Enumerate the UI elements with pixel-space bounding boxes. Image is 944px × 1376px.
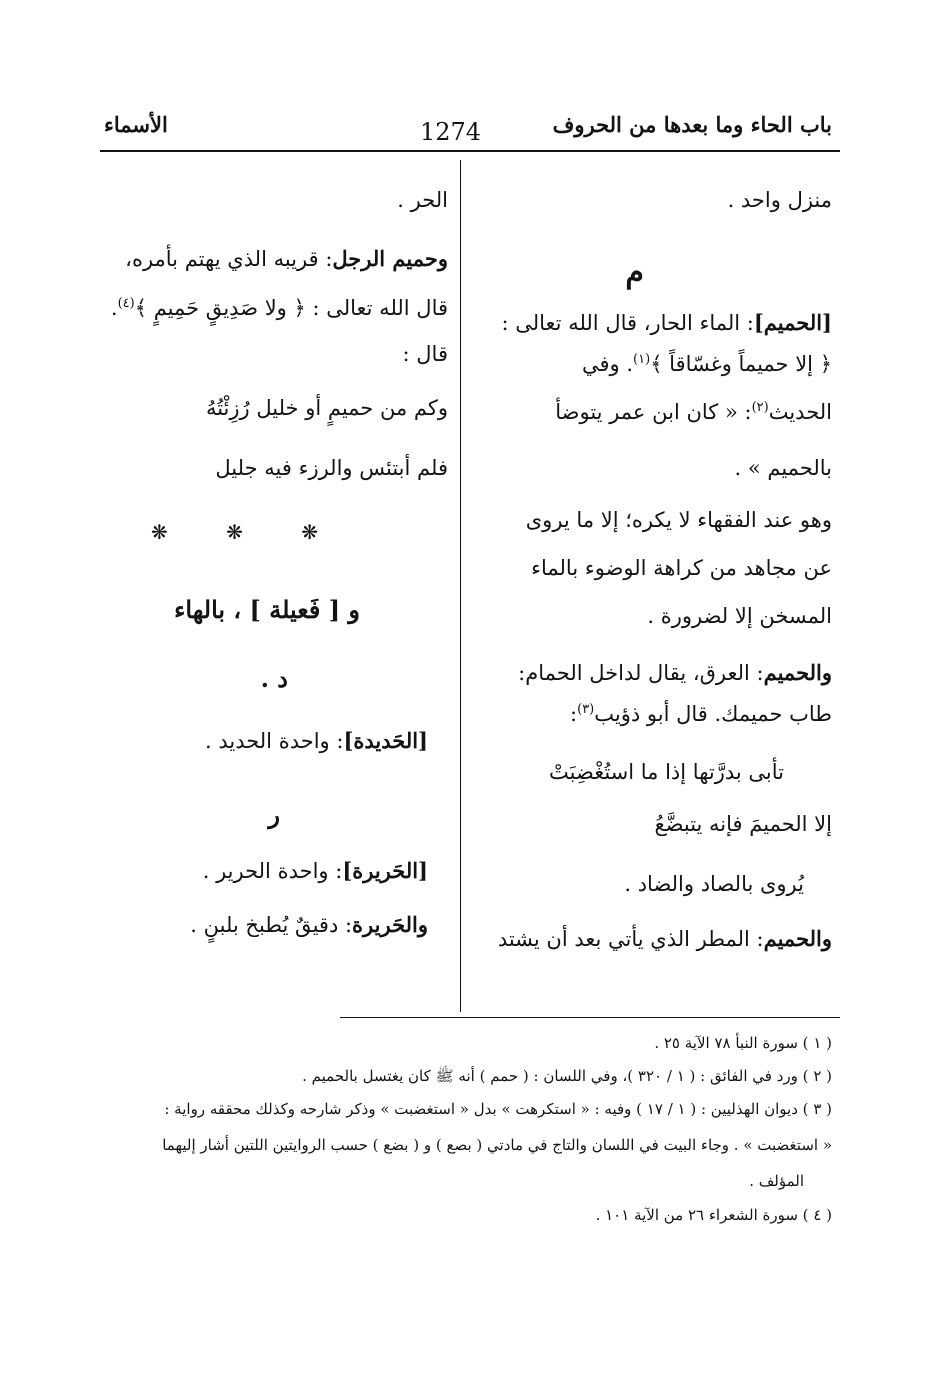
entry-hamim-sweat-line-2 [570, 702, 832, 727]
section-divider-stars: ❋ ❋ ❋ [151, 520, 344, 544]
poet-said: قال : [402, 342, 448, 366]
header-rule [100, 150, 840, 152]
term-harira-2: والحَريرة [352, 912, 428, 937]
section-title: و [ فَعيلة ] ، بالهاء [174, 595, 360, 624]
continuation: . وفي [582, 352, 634, 376]
definition: : دقيقٌ يُطبخ بلبنٍ . [190, 913, 353, 937]
entry-hamim-rain [498, 926, 832, 952]
entry-hamim-water [502, 310, 833, 336]
term-hadida: [الحَديدة] [343, 728, 428, 753]
entry-hamim-sweat [518, 660, 832, 686]
fiqh-line-3: المسخن إلا لضرورة . [647, 604, 832, 628]
footnote-3-line-1: ( ٣ ) ديوان الهذليين : ( ١ / ١٧ ) وفيه : « استكرهت » بدل « استغضبت » وذكر شارحه وكذلك محققه رواية : [164, 1100, 832, 1118]
definition: : العرق، يقال لداخل الحمام: [518, 661, 764, 685]
letter-heading-mim: م [625, 255, 644, 290]
variant-reading: يُروى بالصاد والضاد . [624, 872, 804, 896]
definition: : واحدة الحرير . [202, 859, 343, 883]
period: . [110, 296, 118, 320]
footnote-4: ( ٤ ) سورة الشعراء ٢٦ من الآية ١٠١ . [595, 1206, 832, 1224]
fiqh-line-2: عن مجاهد من كراهة الوضوء بالماء [531, 556, 832, 580]
term-hamim-rain: والحميم [763, 926, 832, 951]
verse-hemistich-1: تأبى بدرَّتها إذا ما استُغْضِبَتْ [549, 760, 784, 784]
page-number: 1274 [420, 118, 482, 146]
hadith-label: الحديث [768, 400, 832, 424]
right-line-1: منزل واحد . [727, 188, 832, 212]
hadith-end: بالحميم » . [734, 456, 832, 480]
footnote-ref-2: (٢) [751, 400, 769, 415]
quran-intro: قال الله تعالى : [312, 296, 448, 320]
footnote-3-line-2: « استغضبت » . وجاء البيت في اللسان والتاج في مادتي ( بصع ) و ( بضع ) حسب الروايتين اللتين أشار إليهما [162, 1136, 832, 1154]
term-hamim-sweat: والحميم [763, 660, 832, 685]
verse-hemistich-2: إلا الحميمَ فإنه يتبضَّعُ [654, 812, 832, 836]
quote-intro: طاب حميمك. قال أبو ذؤيب [594, 702, 832, 726]
term-hamim-relative: وحميم الرجل [332, 246, 448, 271]
footnote-ref-1: (١) [633, 352, 651, 367]
letter-heading-ra: ر [268, 800, 280, 829]
definition: : المطر الذي يأتي بعد أن يشتد [497, 927, 764, 951]
letter-heading-dal: د . [260, 664, 288, 693]
quran-verse: ﴿ إلا حميماً وغسّاقاً ﴾ [650, 352, 832, 376]
left-line-1: الحر . [397, 188, 448, 212]
running-header-chapter: باب الحاء وما بعدها من الحروف [552, 112, 832, 137]
definition: : واحدة الحديد . [204, 729, 344, 753]
footnote-ref-4: (٤) [117, 296, 135, 311]
fiqh-line-1: وهو عند الفقهاء لا يكره؛ إلا ما يروى [525, 508, 832, 532]
footnote-rule [340, 1017, 840, 1018]
entry-hamim-relative [125, 246, 448, 272]
footnote-1: ( ١ ) سورة النبأ ٧٨ الآية ٢٥ . [654, 1034, 832, 1052]
entry-hadida [205, 728, 428, 754]
definition: : قريبه الذي يهتم بأمره، [125, 247, 333, 271]
quran-verse: ﴿ ولا صَدِيقٍ حَمِيمٍ ﴾ [134, 296, 306, 320]
quran-citation-2 [111, 296, 448, 321]
footnote-2: ( ٢ ) ورد في الفائق : ( ١ / ٣٢٠ )، وفي اللسان : ( حمم ) أنه ﷺ كان يغتسل بالحميم . [302, 1067, 832, 1085]
column-separator [460, 160, 461, 1012]
footnote-ref-3: (٣) [577, 702, 595, 717]
poem-line-2: فلم أبتئس والرزء فيه جليل [215, 456, 448, 480]
hadith-text: : « كان ابن عمر يتوضأ [555, 400, 752, 424]
hadith-line [555, 400, 832, 425]
footnote-3-line-3: المؤلف . [749, 1172, 804, 1190]
running-header-section: الأسماء [104, 112, 168, 137]
entry-harira-2 [190, 912, 428, 938]
term-harira: [الحَريرة] [342, 858, 428, 883]
entry-harira-1 [203, 858, 428, 884]
quran-citation-1 [582, 352, 832, 377]
poem-line-1: وكم من حميمٍ أو خليل رُزِئْتُهُ [205, 396, 448, 420]
colon: : [570, 702, 578, 726]
term-hamim: [الحميم] [753, 310, 832, 335]
definition: : الماء الحار، قال الله تعالى : [501, 311, 754, 335]
